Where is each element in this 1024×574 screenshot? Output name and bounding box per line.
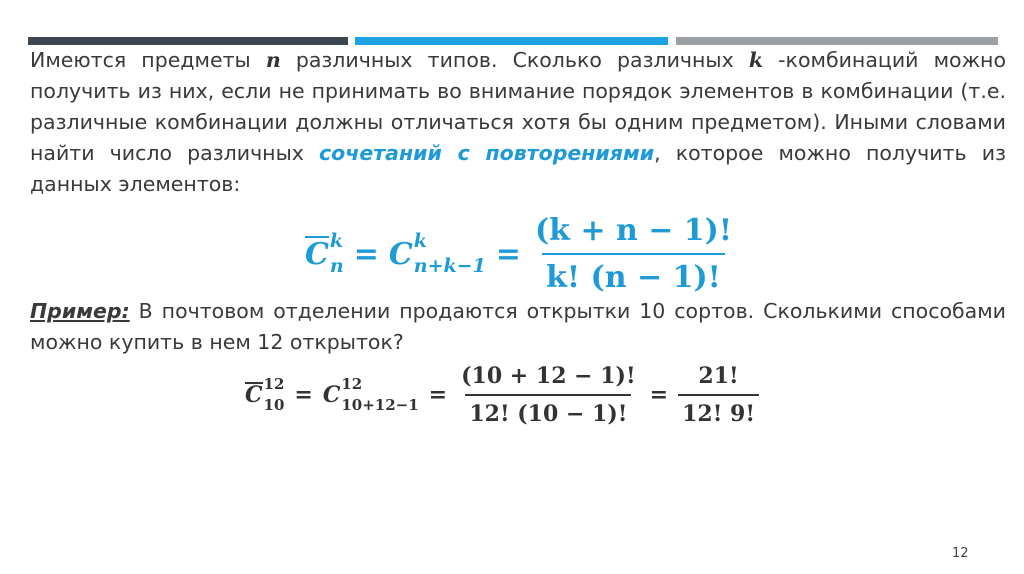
variable-k: 𝒌	[748, 48, 764, 72]
mid-indices-example: 12 10+12−1	[341, 375, 419, 414]
equals-sign-example: =	[294, 382, 313, 408]
example-label: Пример:	[30, 299, 130, 323]
example-formula	[245, 363, 759, 427]
fraction-2-denominator: 12! 9!	[678, 394, 759, 427]
intro-text-4: , которое можно получить из данных элементов:	[30, 141, 1006, 196]
example-paragraph	[30, 296, 1006, 358]
page-number: 12	[952, 546, 969, 561]
equals-sign-example-2: =	[428, 382, 448, 408]
equals-sign: =	[353, 236, 379, 272]
c-bar-symbol: C	[305, 236, 329, 272]
factorial-fraction	[531, 213, 736, 295]
general-formula	[305, 213, 736, 295]
c-symbol: C	[388, 236, 413, 272]
header-bar-dark	[28, 37, 348, 45]
fraction-1-denominator: 12! (10 − 1)!	[465, 394, 631, 427]
example-fraction-2	[678, 363, 759, 427]
variable-n: 𝒏	[265, 48, 281, 72]
header-bar-gray	[676, 37, 998, 45]
example-fraction-1	[457, 363, 640, 427]
fraction-2-numerator: 21!	[698, 363, 739, 389]
lhs-indices: k n	[329, 230, 344, 277]
highlight-term: сочетаний с повторениями	[319, 141, 655, 165]
c-bar-symbol-example: C	[245, 382, 263, 408]
equals-sign-example-3: =	[649, 382, 669, 408]
header-bar-blue	[355, 37, 668, 45]
example-text: В почтовом отделении продаются открытки 10 сортов. Сколькими способами можно купить в нем 12 открыток?	[30, 299, 1006, 354]
intro-text-3: -комбинаций можно получить из них, если не принимать во внимание порядок элементов в комбинации (т.е. различные комбинации должны отличаться хотя бы одним предметом). Иными словами найти число различных	[30, 48, 1006, 165]
intro-text-1: Имеются предметы	[30, 48, 266, 72]
fraction-denominator: k! (n − 1)!	[542, 253, 725, 295]
equals-sign-2: =	[495, 236, 521, 272]
lhs-indices-example: 12 10	[263, 375, 285, 414]
mid-indices: k n+k−1	[413, 230, 486, 277]
c-symbol-example: C	[322, 382, 341, 408]
problem-statement	[30, 45, 1006, 200]
fraction-1-numerator: (10 + 12 − 1)!	[461, 363, 636, 389]
fraction-numerator: (k + n − 1)!	[534, 213, 733, 248]
intro-text-2: различных типов. Сколько различных	[280, 48, 749, 72]
